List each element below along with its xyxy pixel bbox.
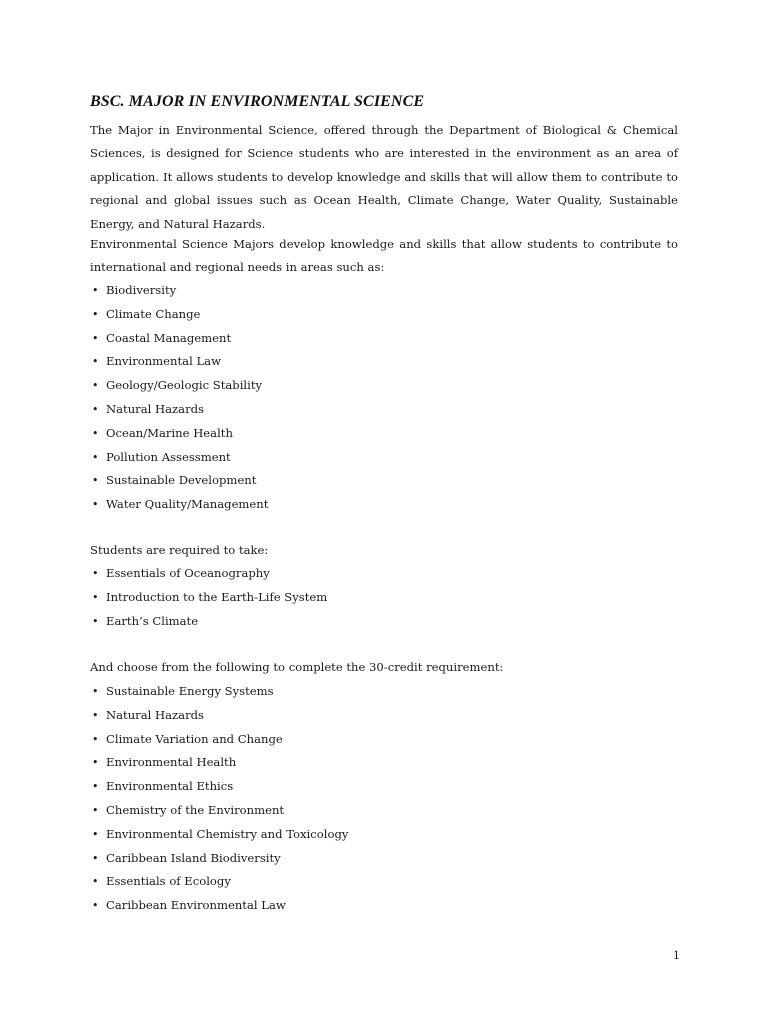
- list-item-label: Earth’s Climate: [106, 613, 199, 628]
- bullet-icon: •: [92, 498, 99, 512]
- bullet-icon: •: [92, 567, 99, 580]
- bullet-icon: •: [92, 756, 99, 770]
- list-item-label: Natural Hazards: [106, 401, 204, 416]
- bullet-icon: •: [92, 875, 99, 889]
- bullet-icon: •: [92, 307, 99, 321]
- list-item-label: Sustainable Energy Systems: [106, 684, 274, 698]
- list-item-label: Caribbean Environmental Law: [106, 898, 286, 913]
- list-item-label: Essentials of Ecology: [106, 874, 231, 889]
- bullet-icon: •: [92, 426, 99, 440]
- list-item-label: Environmental Health: [106, 755, 237, 770]
- list-item-label: Chemistry of the Environment: [106, 802, 285, 817]
- list-item-label: Geology/Geologic Stability: [106, 378, 263, 393]
- bullet-icon: •: [92, 355, 99, 369]
- list-item: [90, 446, 268, 470]
- bullet-icon: •: [92, 803, 99, 817]
- electives-lead-paragraph: And choose from the following to complete the 30-credit requirement:: [90, 660, 504, 674]
- bullet-icon: •: [92, 732, 99, 746]
- bullet-icon: •: [92, 708, 99, 722]
- areas-list: [90, 279, 268, 517]
- elective-courses-list: [90, 680, 348, 918]
- list-item-label: Sustainable Development: [106, 473, 257, 488]
- list-item: [90, 303, 268, 327]
- list-item-label: Water Quality/Management: [106, 497, 269, 512]
- bullet-icon: •: [92, 590, 99, 604]
- list-item-label: Environmental Ethics: [106, 779, 234, 794]
- list-item-label: Biodiversity: [106, 283, 177, 297]
- list-item: [90, 469, 268, 493]
- list-item-label: Environmental Chemistry and Toxicology: [106, 826, 349, 841]
- list-item: [90, 374, 268, 398]
- bullet-icon: •: [92, 899, 99, 913]
- list-item: [90, 775, 348, 799]
- list-item-label: Pollution Assessment: [106, 449, 231, 464]
- list-item: [90, 493, 268, 517]
- bullet-icon: •: [92, 402, 99, 416]
- list-item-label: Caribbean Island Biodiversity: [106, 850, 281, 865]
- page-title: BSC. MAJOR IN ENVIRONMENTAL SCIENCE: [90, 93, 425, 110]
- list-item: [90, 586, 327, 610]
- list-item-label: Ocean/Marine Health: [106, 425, 233, 440]
- list-item-label: Climate Change: [106, 306, 201, 321]
- list-item: [90, 751, 348, 775]
- list-item: [90, 327, 268, 351]
- list-item: [90, 894, 348, 918]
- bullet-icon: •: [92, 827, 99, 841]
- required-lead-paragraph: Students are required to take:: [90, 543, 269, 557]
- bullet-icon: •: [92, 780, 99, 794]
- list-item: [90, 562, 327, 586]
- bullet-icon: •: [92, 284, 99, 297]
- list-item-label: Natural Hazards: [106, 707, 204, 722]
- bullet-icon: •: [92, 474, 99, 488]
- list-item-label: Coastal Management: [106, 330, 232, 345]
- page-number: 1: [673, 949, 680, 962]
- list-item: [90, 610, 327, 634]
- list-item: [90, 823, 348, 847]
- bullet-icon: •: [92, 614, 99, 628]
- intro-paragraph: The Major in Environmental Science, offered through the Department of Biological & Chemical Sciences, is designed for Science students who are interested in the environment as an area of application. It allows students to develop knowledge and skills that will allow them to contribute to regional and global issues such as Ocean Health, Climate Change, Water Quality, Sustainable Energy, and Natural Hazards.: [90, 123, 678, 231]
- bullet-icon: •: [92, 685, 99, 698]
- bullet-icon: •: [92, 379, 99, 393]
- list-item: [90, 680, 348, 704]
- list-item: [90, 847, 348, 871]
- bullet-icon: •: [92, 331, 99, 345]
- list-item-label: Introduction to the Earth-Life System: [106, 589, 328, 604]
- list-item: [90, 728, 348, 752]
- list-item: [90, 398, 268, 422]
- list-item: [90, 704, 348, 728]
- areas-lead-paragraph: Environmental Science Majors develop knowledge and skills that allow students to contribute to international and regional needs in areas such as:: [90, 237, 678, 275]
- list-item-label: Climate Variation and Change: [106, 731, 283, 746]
- list-item: [90, 279, 268, 303]
- list-item-label: Essentials of Oceanography: [106, 566, 270, 580]
- bullet-icon: •: [92, 450, 99, 464]
- list-item: [90, 422, 268, 446]
- list-item-label: Environmental Law: [106, 354, 221, 369]
- list-item: [90, 870, 348, 894]
- bullet-icon: •: [92, 851, 99, 865]
- list-item: [90, 799, 348, 823]
- list-item: [90, 350, 268, 374]
- required-courses-list: [90, 562, 327, 633]
